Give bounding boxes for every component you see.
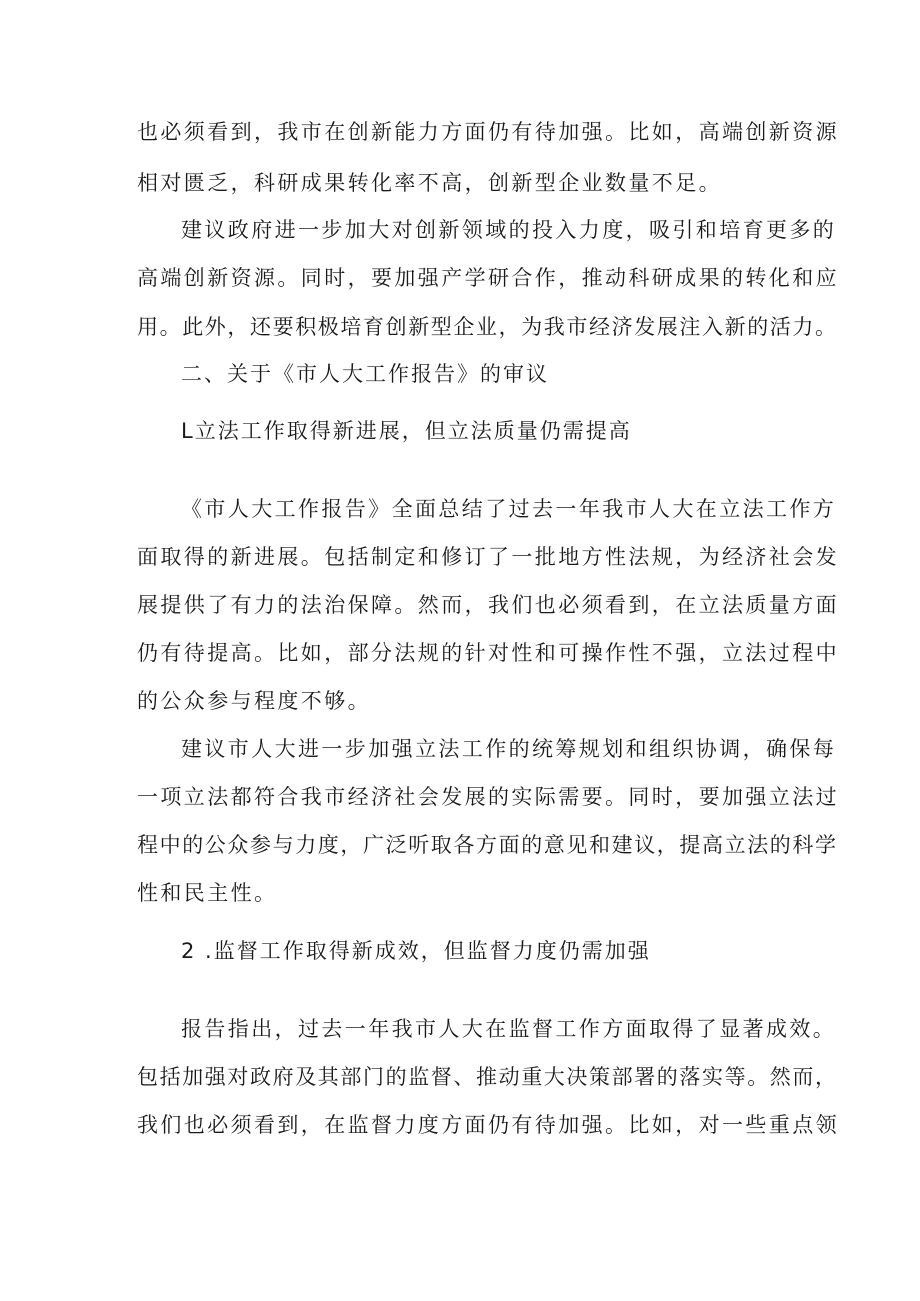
paragraph-line: 一项立法都符合我市经济社会发展的实际需要。同时，要加强立法过 [137, 785, 839, 809]
paragraph-line: 相对匮乏，科研成果转化率不高，创新型企业数量不足。 [137, 171, 722, 195]
paragraph-line: 高端创新资源。同时，要加强产学研合作，推动科研成果的转化和应 [137, 266, 839, 290]
paragraph-line: 也必须看到，我市在创新能力方面仍有待加强。比如，高端创新资源 [137, 120, 839, 144]
paragraph-line: 的公众参与程度不够。 [137, 689, 371, 713]
paragraph-line: 建议政府进一步加大对创新领域的投入力度，吸引和培育更多的 [181, 218, 837, 242]
paragraph-line: 面取得的新进展。包括制定和修订了一批地方性法规，为经济社会发 [137, 545, 839, 569]
paragraph-line: 仍有待提高。比如，部分法规的针对性和可操作性不强，立法过程中 [137, 641, 839, 665]
paragraph-line: 展提供了有力的法治保障。然而，我们也必须看到，在立法质量方面 [137, 593, 839, 617]
paragraph-line: 用。此外，还要积极培育创新型企业，为我市经济发展注入新的活力。 [137, 315, 838, 339]
paragraph-line: 报告指出，过去一年我市人大在监督工作方面取得了显著成效。 [181, 1017, 837, 1041]
paragraph-line: 我们也必须看到，在监督力度方面仍有待加强。比如，对一些重点领 [137, 1113, 839, 1137]
paragraph-line: 程中的公众参与力度，广泛听取各方面的意见和建议，提高立法的科学 [137, 833, 838, 857]
paragraph-line: 建议市人大进一步加强立法工作的统筹规划和组织协调，确保每 [181, 737, 837, 761]
section-heading: 二、关于《市人大工作报告》的审议 [181, 362, 549, 386]
paragraph-line: 性和民主性。 [137, 881, 278, 905]
paragraph-line: 包括加强对政府及其部门的监督、推动重大决策部署的落实等。然而， [137, 1065, 838, 1089]
subheading-legislation: L立法工作取得新进展，但立法质量仍需提高 [181, 419, 632, 443]
subheading-supervision: 2 .监督工作取得新成效，但监督力度仍需加强 [181, 939, 651, 963]
paragraph-line: 《市人大工作报告》全面总结了过去一年我市人大在立法工作方 [181, 497, 837, 521]
